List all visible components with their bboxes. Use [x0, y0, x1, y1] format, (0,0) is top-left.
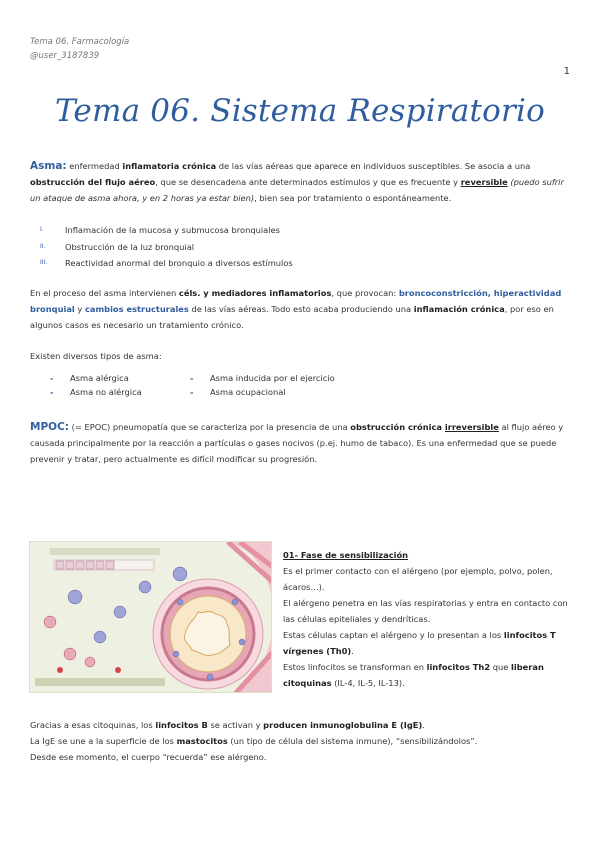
ige-line: Gracias a esas citoquinas, los linfocitos B se activan y producen inmunoglobulina E (IgE).	[30, 720, 425, 730]
list-item: - Asma no alérgica	[50, 386, 190, 400]
ige-paragraph	[30, 717, 572, 765]
page-title: Tema 06. Sistema Respiratorio	[54, 93, 546, 129]
sensitization-line: Es el primer contacto con el alérgeno (por ejemplo, polvo, polen, ácaros…).	[283, 566, 553, 592]
page-number: 1	[563, 66, 570, 77]
asma-term: Asma:	[30, 160, 67, 172]
sensitization-line: Estas células captan el alérgeno y lo presentan a los linfocitos T vírgenes (Th0).	[283, 630, 556, 656]
list-item: III. Reactividad anormal del bronquio a diversos estímulos	[40, 258, 293, 268]
list-item: - Asma ocupacional	[190, 386, 360, 400]
mpoc-definition: MPOC: (= EPOC) pneumopatía que se caracteriza por la presencia de una obstrucción crónica irreversible al flujo aéreo y causada principalmente por la reacción a partículas o gases nocivos (p.ej. humo de tabaco). Es una enfermedad que se puede prevenir y tratar, pero actualmente es difícil modificar su progresión.	[30, 421, 564, 464]
asma-types-intro: Existen diversos tipos de asma:	[30, 351, 162, 361]
sensitization-phase-text	[283, 547, 575, 691]
mpoc-term: MPOC:	[30, 421, 69, 433]
list-item: II. Obstrucción de la luz bronquial	[40, 241, 195, 252]
sensitization-line: El alérgeno penetra en las vías respiratorias y entra en contacto con las células epiteliales y dendríticas.	[283, 598, 568, 624]
list-item: - Asma inducida por el ejercicio	[190, 372, 360, 386]
allergic-sensitization-figure	[29, 541, 272, 693]
sensitization-heading: 01- Fase de sensibilización	[283, 550, 409, 560]
ige-line: La IgE se une a la superficie de los mastocitos (un tipo de célula del sistema inmune), “sensibilizándolos”.	[30, 736, 478, 746]
ige-line: Desde ese momento, el cuerpo “recuerda” ese alérgeno.	[30, 752, 267, 762]
sensitization-line: Estos linfocitos se transforman en linfocitos Th2 que liberan citoquinas (IL-4, IL-5, IL-13).	[283, 662, 544, 688]
header-course: Tema 06. Farmacología	[30, 37, 130, 47]
figure-illustration	[30, 542, 272, 693]
asma-features-list	[40, 222, 293, 272]
asma-types-list	[50, 372, 360, 399]
header-user: @user_3187839	[30, 51, 100, 61]
asma-process: En el proceso del asma intervienen céls. y mediadores inflamatorios, que provocan: broncoconstricción, hiperactividad bronquial y cambios estructurales de las vías aéreas. Todo esto acaba produciendo una inflamación crónica, por eso en algunos casos es necesario un tratamiento crónico.	[30, 288, 562, 330]
asma-definition: Asma: enfermedad inflamatoria crónica de las vías aéreas que aparece en individuos susceptibles. Se asocia a una obstrucción del flujo aéreo, que se desencadena ante determinados estímulos y que es frecuente y reversible (puedo sufrir un ataque de asma ahora, y en 2 horas ya estar bien), bien sea por tratamiento o espontáneamente.	[30, 160, 564, 203]
list-item: I. Inflamación de la mucosa y submucosa bronquiales	[40, 225, 280, 235]
list-item: - Asma alérgica	[50, 372, 190, 386]
